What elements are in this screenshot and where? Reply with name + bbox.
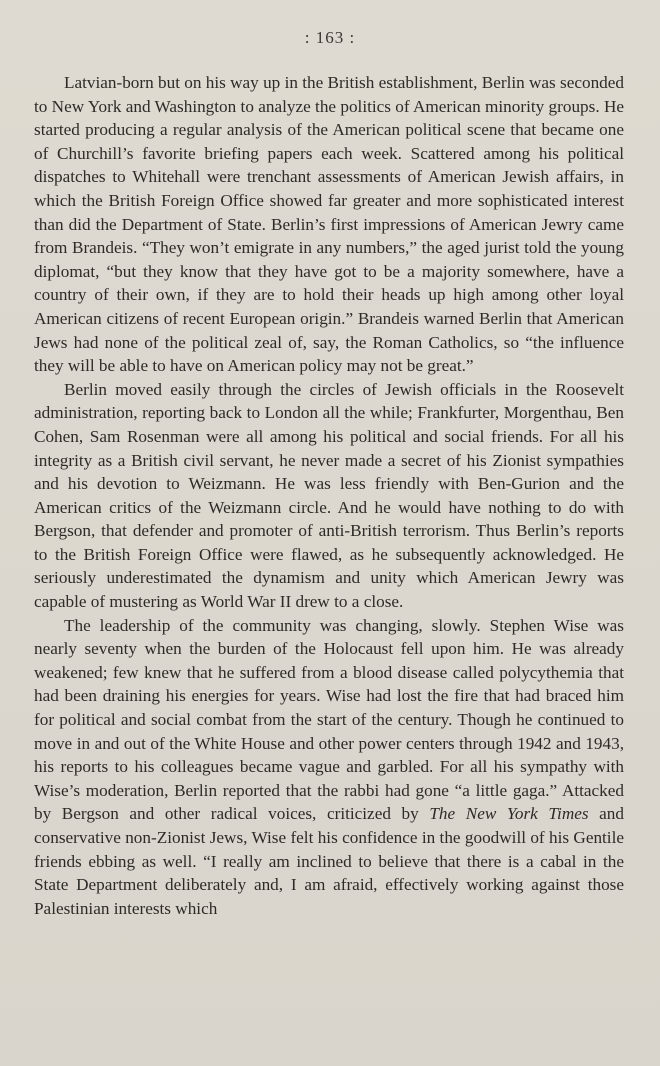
paragraph-2: Berlin moved easily through the circles of Jewish officials in the Roosevelt administration, reporting back to London all the while; Frankfurter, Morgenthau, Ben Cohen, Sam Rosenman were all among his political and social friends. For all his integrity as a British civil servant, he never made a secret of his Zionist sympathies and his devotion to Weizmann. He was less friendly with Ben-Gurion and the American critics of the Weizmann circle. And he would have nothing to do with Bergson, that defender and promoter of anti-British terrorism. Thus Berlin’s reports to the British Foreign Office were flawed, as he subsequently acknowledged. He seriously underestimated the dynamism and unity which American Jewry was capable of mustering as World War II drew to a close.	[34, 379, 624, 612]
paragraph-3	[34, 614, 624, 921]
paragraph-3-text-end: and conservative non-Zionist Jews, Wise felt his confidence in the goodwill of his Gentile friends ebbing as well. “I really am inclined to believe that there is a cabal in the State Department deliberately and, I am afraid, effectively working against those Palestinian interests which	[34, 804, 624, 918]
page-number: : 163 :	[304, 28, 356, 47]
paragraph-1: Latvian-born but on his way up in the British establishment, Berlin was seconded to New York and Washington to analyze the politics of American minority groups. He started producing a regular analysis of the American political scene that became one of Churchill’s favorite briefing papers each week. Scattered among his political dispatches to Whitehall were trenchant assessments of American Jewish affairs, in which the British Foreign Office showed far greater and more sophisticated interest than did the Department of State. Berlin’s first impressions of American Jewry came from Brandeis. “They won’t emigrate in any numbers,” the aged jurist told the young diplomat, “but they know that they have got to be a majority somewhere, have a country of their own, if they are to hold their heads up high among other loyal American citizens of recent European origin.” Brandeis warned Berlin that American Jews had none of the political zeal of, say, the Roman Catholics, so “the influence they will be able to have on American policy may not be great.”	[34, 73, 624, 376]
paragraph-3-text-start: The leadership of the community was changing, slowly. Stephen Wise was nearly seventy when the burden of the Holocaust fell upon him. He was already weakened; few knew that he suffered from a blood disease called polycythemia that had been draining his energies for years. Wise had lost the fire that had braced him for political and social combat from the start of the century. Though he continued to move in and out of the White House and other power centers through 1942 and 1943, his reports to his colleagues became vague and garbled. For all his sympathy with Wise’s moderation, Berlin reported that the rabbi had gone “a little gaga.” Attacked by Bergson and other radical voices, criticized by	[34, 615, 624, 824]
newspaper-title: The New York Times	[429, 804, 589, 824]
body-text	[34, 71, 624, 920]
